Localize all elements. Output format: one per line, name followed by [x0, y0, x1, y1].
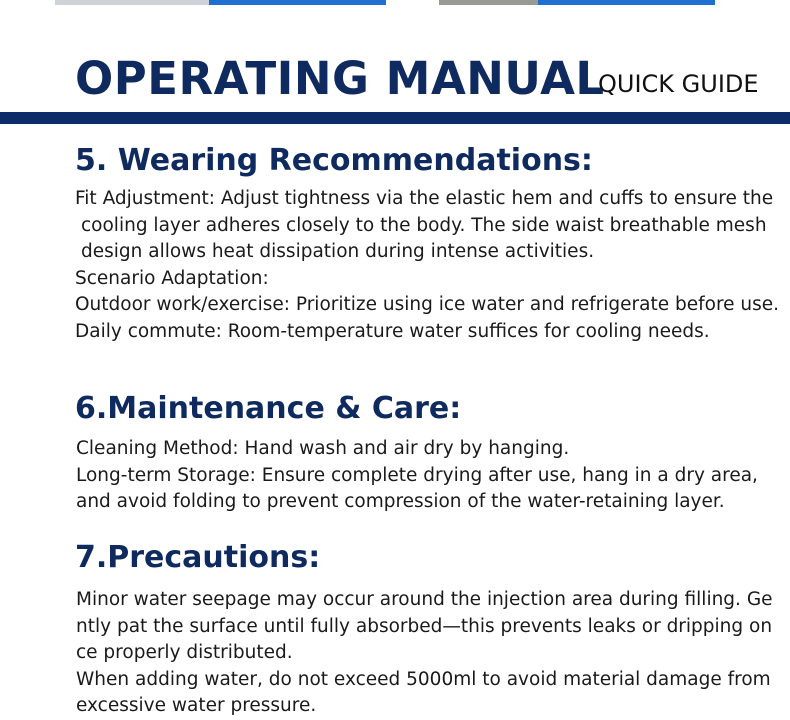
product-image-left: [55, 0, 386, 5]
image-caption-band: [538, 0, 715, 5]
text-line: ce properly distributed.: [76, 642, 293, 663]
text-line: Daily commute: Room-temperature water suffices for cooling needs.: [75, 320, 710, 342]
text-line: ntly pat the surface until fully absorbed—this prevents leaks or dripping on: [76, 615, 773, 637]
text-line: excessive water pressure.: [76, 695, 317, 716]
text-line: cooling layer adheres closely to the body. The side waist breathable mesh: [81, 214, 767, 236]
page-title: OPERATING MANUAL: [75, 52, 605, 105]
text-line: Minor water seepage may occur around the injection area during filling. Ge: [76, 589, 773, 610]
section-body-precautions: [76, 587, 776, 720]
section-heading-precautions: 7.Precautions:: [75, 540, 321, 575]
text-line: Outdoor work/exercise: Prioritize using ice water and refrigerate before use.: [75, 294, 780, 315]
header-divider: [0, 112, 790, 124]
text-line: Fit Adjustment: Adjust tightness via the elastic hem and cuffs to ensure the: [75, 188, 774, 209]
text-line: and avoid folding to prevent compression of the water-retaining layer.: [76, 491, 725, 512]
product-image-right: [439, 0, 715, 5]
page-subtitle: QUICK GUIDE: [598, 70, 759, 98]
section-heading-maintenance: 6.Maintenance & Care:: [75, 391, 462, 426]
text-line: Scenario Adaptation:: [75, 267, 269, 289]
section-heading-wearing: 5. Wearing Recommendations:: [75, 143, 593, 178]
section-body-maintenance: [76, 436, 776, 516]
text-line: design allows heat dissipation during intense activities.: [81, 241, 595, 262]
text-line: Cleaning Method: Hand wash and air dry by hanging.: [76, 438, 570, 459]
text-line: Long-term Storage: Ensure complete drying after use, hang in a dry area,: [76, 464, 758, 486]
section-body-wearing: [75, 186, 780, 345]
image-caption-band: [209, 0, 386, 5]
text-line: When adding water, do not exceed 5000ml to avoid material damage from: [76, 668, 771, 690]
